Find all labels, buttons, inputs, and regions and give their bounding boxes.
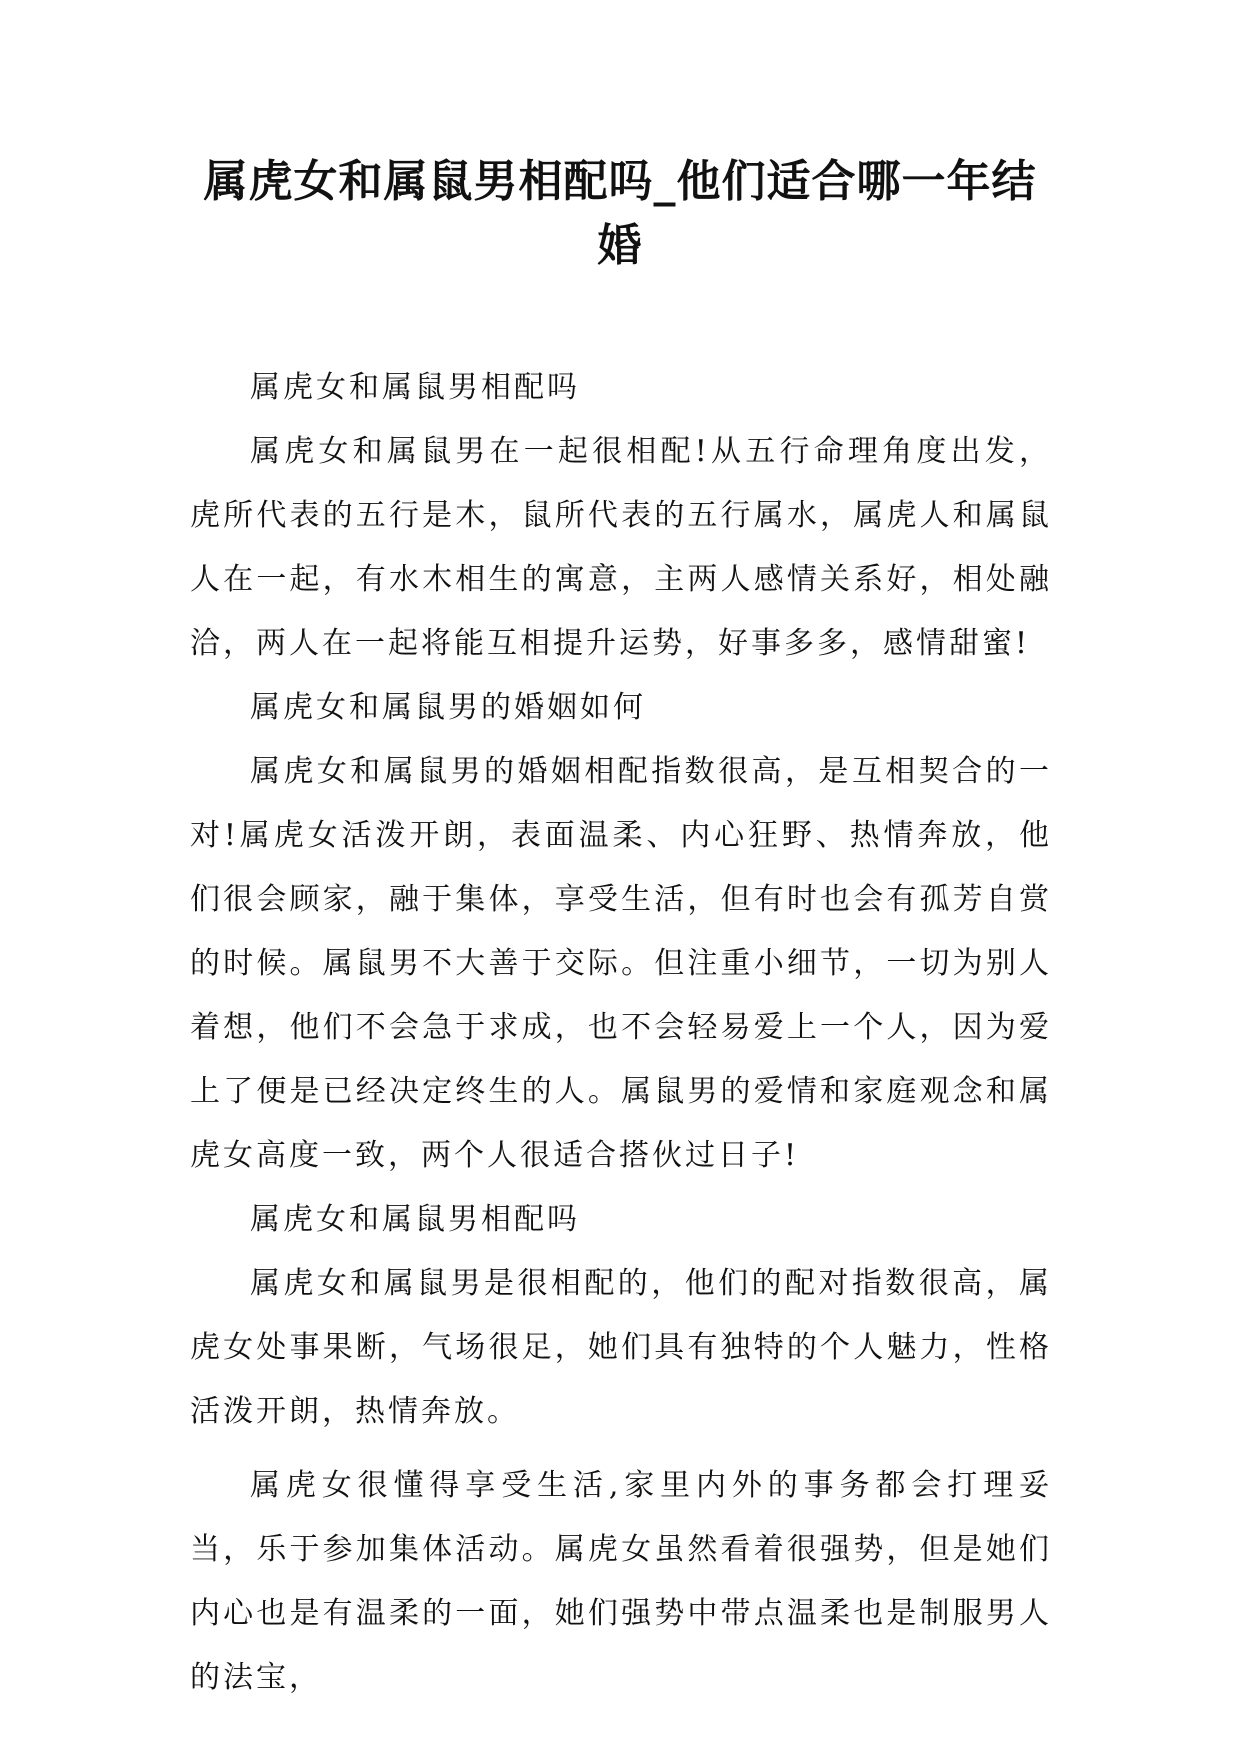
- section-paragraph: 属虎女和属鼠男在一起很相配!从五行命理角度出发，虎所代表的五行是木，鼠所代表的五行属水，属虎人和属鼠人在一起，有水木相生的寓意，主两人感情关系好，相处融洽，两人在一起将能互相提升运势，好事多多，感情甜蜜!: [190, 434, 1052, 661]
- paragraph-gap: [190, 1444, 1052, 1454]
- section-heading: 属虎女和属鼠男的婚姻如何: [250, 690, 646, 725]
- final-paragraph: 属虎女很懂得享受生活,家里内外的事务都会打理妥当，乐于参加集体活动。属虎女虽然看着很强势，但是她们内心也是有温柔的一面，她们强势中带点温柔也是制服男人的法宝，: [190, 1468, 1052, 1695]
- section-heading: 属虎女和属鼠男相配吗: [250, 370, 580, 405]
- document-body: [190, 356, 1052, 1710]
- document-title: 属虎女和属鼠男相配吗_他们适合哪一年结婚: [203, 156, 1037, 271]
- section-paragraph: 属虎女和属鼠男是很相配的，他们的配对指数很高，属虎女处事果断，气场很足，她们具有独特的个人魅力，性格活泼开朗，热情奔放。: [190, 1266, 1052, 1429]
- section-heading: 属虎女和属鼠男相配吗: [250, 1202, 580, 1237]
- section-paragraph: 属虎女和属鼠男的婚姻相配指数很高，是互相契合的一对!属虎女活泼开朗，表面温柔、内心狂野、热情奔放，他们很会顾家，融于集体，享受生活，但有时也会有孤芳自赏的时候。属鼠男不大善于交际。但注重小细节，一切为别人着想，他们不会急于求成，也不会轻易爱上一个人，因为爱上了便是已经决定终生的人。属鼠男的爱情和家庭观念和属虎女高度一致，两个人很适合搭伙过日子!: [190, 754, 1052, 1173]
